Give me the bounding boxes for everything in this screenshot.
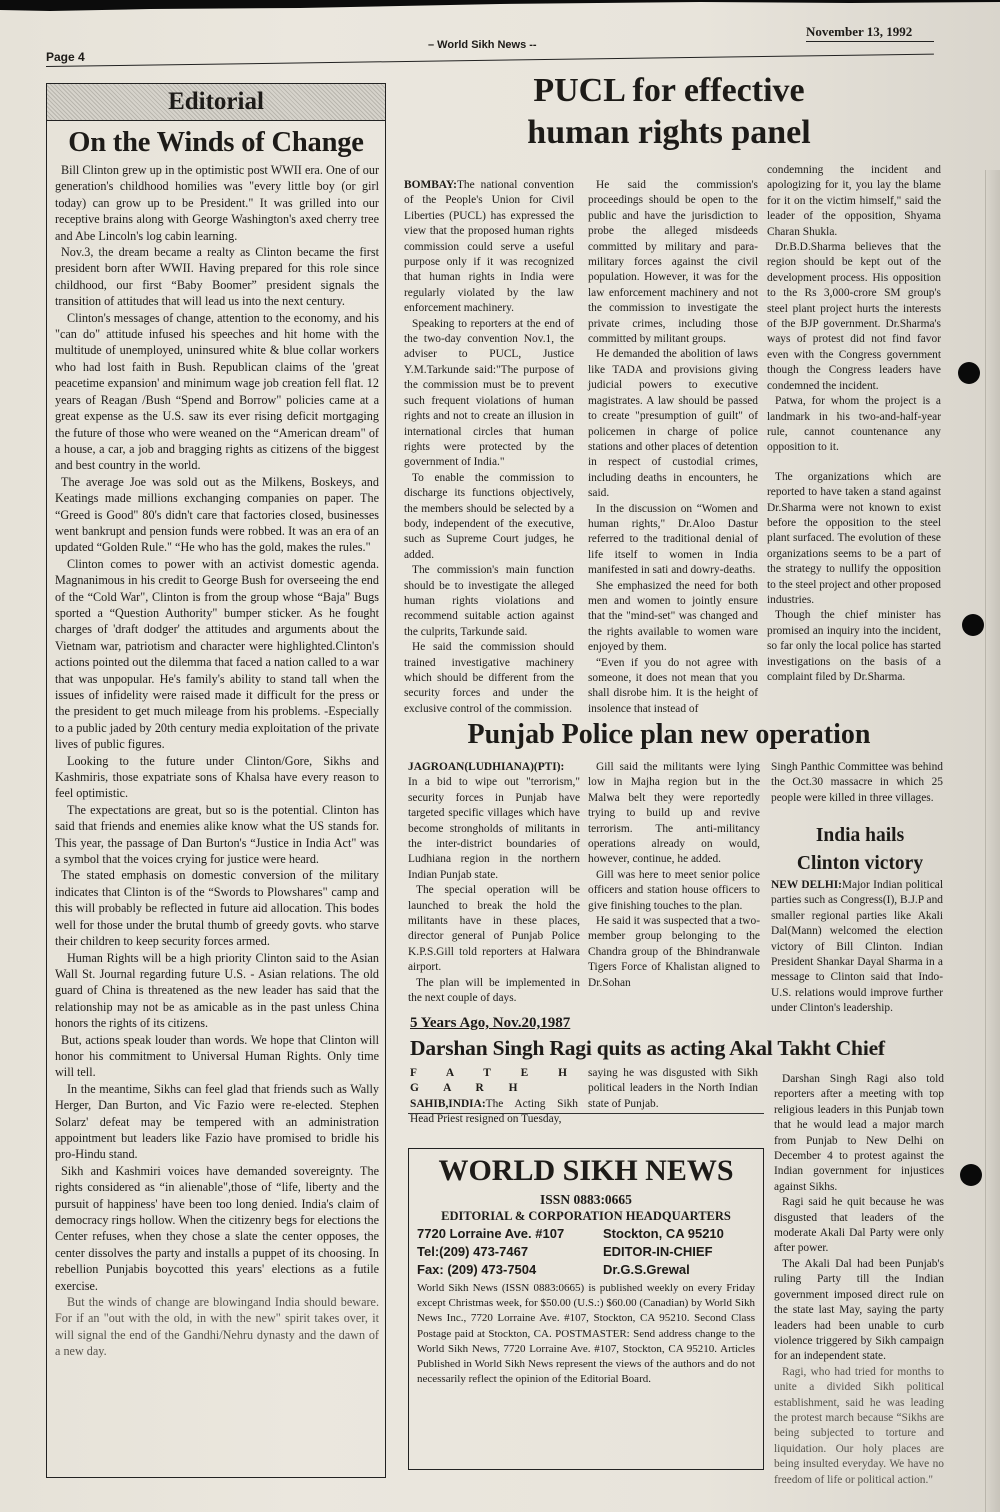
header-rule [46, 54, 934, 67]
paragraph: In a bid to wipe out "terrorism," security forces in Punjab have targeted specific villages which have become strongholds of militants in the inter-district boundaries of Ludhiana region in the northern Indian Punjab state. [408, 776, 580, 881]
paragraph: The organizations which are reported to have taken a stand against Dr.Sharma were not known to exist before the opposition to the steel plant surfaced. The evolution of these organizations seems to be a part of the strategy to nullify the opposition to the steel project and other proposed industries. [767, 470, 941, 606]
editorial-banner: Editorial [47, 84, 385, 121]
paragraph: He said it was suspected that a two-member group belonging to the Chandra group of the Bhindranwale Tigers Force of Khalistan aligned to Dr.Sohan [588, 915, 760, 989]
paragraph: But, actions speak louder than words. We hope that Clinton will honor his commitment to Universal Human Rights. Only time will tell. [55, 1032, 379, 1080]
paragraph: The Akali Dal had been Punjab's ruling Party till the Indian government imposed direct rule on the state last May, saying the party leaders had been unable to curb violence triggered by Sikh campaign for an independent state. [774, 1257, 944, 1363]
paragraph: He said the commission should trained investigative machinery which should be different from the security forces and under the exclusive control of the commission. [404, 641, 574, 715]
editor-label: EDITOR-IN-CHIEF [603, 1244, 713, 1259]
paragraph: saying he was disgusted with Sikh political leaders in the North Indian state of Punjab. [588, 1067, 758, 1110]
scan-edge [0, 0, 1000, 20]
section-divider [408, 1113, 764, 1114]
paragraph: She emphasized the need for both men and women to jointly ensure that the "mind-set" was changed and the rights available to women ware enjoyed by them. [588, 579, 758, 654]
paragraph: In the meantime, Sikhs can feel glad that friends such as Wally Herger, Dan Burton, and Vic Fazio were re-elected. Stephen Solarz' defeat may be tempered with an administration appointment but leaders like Fazio have promised to bridle his pro-Hindu stand. [55, 1081, 379, 1162]
editor-name: Dr.G.S.Grewal [603, 1262, 690, 1277]
binder-hole [960, 1164, 982, 1186]
header-divider [806, 41, 934, 42]
paragraph: Gill said the militants were lying low in Majha region but in the Malwa belt they were reportedly trying to build up and revive terrorism. The anti-militancy operations already on would, however, continue, he added. [588, 761, 760, 866]
paragraph: Ragi said he quit because he was disgusted that leaders of the moderate Akali Dal Party were only after power. [774, 1196, 944, 1255]
issn: ISSN 0883:0665 [540, 1192, 632, 1207]
dateline: F A T E H G A R H [410, 1067, 578, 1095]
page-edge [985, 170, 1000, 1512]
india-hails-body [771, 878, 943, 1017]
punjab-column-2 [588, 760, 760, 991]
paragraph: The expectations are great, but so is the potential. Clinton has said that friends and enemies alike know what the US stands for. This year, the passage of Dan Burton's “Justice in India Act" was a symbol that the voices crying for justice were heard. [55, 802, 379, 867]
headline-line: PUCL for effective [533, 72, 805, 109]
pucl-column-2 [588, 178, 758, 717]
paragraph: The average Joe was sold out as the Milkens, Boskeys, and Keatings made millions exchanging companies on paper. The “Greed is Good" 80's didn't care that factories closed, businesses went bankrupt and pension funds were robbed. It was an era of an updated “Golden Rule." “He who has the gold, makes the rules." [55, 474, 379, 555]
paragraph [771, 878, 943, 1017]
telephone: Tel:(209) 473-7467 [417, 1244, 529, 1259]
issue-date: November 13, 1992 [806, 24, 913, 39]
ragi-column-1 [410, 1066, 578, 1128]
ragi-headline: Darshan Singh Ragi quits as acting Akal Takht Chief [410, 1036, 885, 1060]
masthead-box [408, 1148, 764, 1470]
paragraph: Ragi, who had tried for months to unite a divided Sikh political establishment, said he was leading the protest march because “Sikhs are being subjected to torture and liquidation. Our holy places are being insulted everyday. We have no freedom of life or political action." [774, 1365, 944, 1486]
headline-line: Clinton victory [796, 853, 924, 874]
paragraph: The stated emphasis on domestic conversion of the military indicates that Clinton is of the “Swords to Plowshares" camp and this will probably be reflected in future aid allocation. This bodes well for those under the brutal thumb of greedy govts. who starve their children to keep security forces armed. [55, 868, 379, 949]
paragraph: The commission's main function should be to investigate the alleged human rights violations and recommend suitable action against the culprits, Tarkunde said. [404, 564, 574, 638]
editorial-box [46, 83, 386, 1478]
paragraph: He demanded the abolition of laws like TADA and provisions giving judicial powers to executive magistrates. A law should be passed to create "presumption of guilt" of policemen in charge of police stations and other places of detention in respect of custodial crimes, including deaths in encounters, he said. [588, 348, 758, 500]
paragraph: “Even if you do not agree with someone, it does not mean that you shall disrobe him. It is the height of insolence that instead of [588, 656, 758, 715]
paragraph: Looking to the future under Clinton/Gore, Sikhs and Kashmiris, those expatriate sons of Khalsa have every reason to feel optimistic. [55, 753, 379, 801]
publication-notice: World Sikh News (ISSN 0883:0665) is published weekly on every Friday except Christmas week, for $50.00 (U.S.:) $60.00 (Canadian) by World Sikh News Inc., 7720 Lorraine Ave. #107, Stockton, CA 95210. Second Class Postage paid at Stockton, CA. POSTMASTER: Send address change to the World Sikh News, 7720 Lorraine Ave. #107, Stockton, CA 95210. Articles Published in World Sikh News represent the views of the authors and do not necessarily reflect the opinion of the Editorial Board. [417, 1282, 755, 1386]
paragraph: condemning the incident and apologizing for it, you lay the blame for it on the victim himself," said the leader of the opposition, Shyama Charan Shukla. [767, 164, 941, 238]
paragraph: The plan will be implemented in the next couple of days. [408, 976, 580, 1005]
paragraph: Darshan Singh Ragi also told reporters after a meeting with top religious leaders in this Punjab town that he would lead a major march from Punjab to New Delhi on December 4 to protest against the Indian government for injustices against Sikhs. [774, 1073, 944, 1193]
binder-hole [962, 614, 984, 636]
paragraph: Speaking to reporters at the end of the two-day convention Nov.1, the adviser to PUCL, Justice Y.M.Tarkunde said:"The purpose of the commission must be to prevent such frequent violations of human rights and not to create an illusion in international circles that human rights were protected by the government of India." [404, 317, 574, 469]
hq-label: EDITORIAL & CORPORATION HEADQUARTERS [441, 1209, 731, 1223]
masthead-title: WORLD SIKH NEWS [438, 1154, 734, 1187]
fax: Fax: (209) 473-7504 [417, 1262, 537, 1277]
masthead-row [417, 1261, 755, 1279]
paragraph [404, 178, 574, 317]
dateline: JAGROAN(LUDHIANA)(PTI): [408, 761, 565, 773]
binder-hole [958, 362, 980, 384]
masthead-row [417, 1225, 755, 1243]
punjab-column-3 [771, 760, 943, 806]
dateline: NEW DELHI: [771, 879, 842, 891]
paragraph: Patwa, for whom the project is a landmark in his two-and-half-year rule, cannot countenance any opposition to it. [767, 395, 941, 454]
address: 7720 Lorraine Ave. #107 [417, 1226, 565, 1241]
paragraph: Nov.3, the dream became a realty as Clinton became the first president born after WWII. Having prepared for this role since childhood, our first “Baby Boomer” president signals the transition of attitudes that will lead us into the next century. [55, 245, 379, 309]
paragraph-text: The national convention of the People's Union for Civil Liberties (PUCL) has expressed the view that the proposed human rights commission could serve a useful purpose only if it was recognized that human rights in India were regularly violated by the law enforcement machinery. [404, 179, 574, 315]
punjab-headline: Punjab Police plan new operation [467, 719, 871, 750]
paragraph: Human Rights will be a high priority Clinton said to the Asian Wall St. Journal regarding future U.S. - Asian relations. The old guard of China is threatened as the new leader has said that the relationship may not be as amicable as in the past unless China honors the rights of its citizens. [55, 950, 379, 1031]
paragraph: Gill was here to meet senior police officers and station house officers to give finishing touches to the plan. [588, 868, 760, 912]
pucl-headline [402, 70, 936, 154]
paragraph: The special operation will be launched to break the hold the militants have in these places, director general of Punjab Police K.P.S.Gill told reporters at Halwara airport. [408, 884, 580, 974]
paragraph: Sikh and Kashmiri voices have demanded sovereignty. The rights considered as “in alienable",those of “life, liberty and the pursuit of happiness' have been too long denied. India's claim of democracy rings hollow. When the citizenry begs for elections the Center refuses, when they chose a slate the center opposes, the center dissolves the party and installs a puppet of its choosing. In rebellion Punjabis boycotted this years' elections as a futile exercise. [55, 1163, 379, 1293]
editorial-title: On the Winds of Change [68, 127, 364, 158]
paragraph: Singh Panthic Committee was behind the Oct.30 massacre in which 25 people were killed in three villages. [771, 761, 943, 804]
ragi-column-2 [588, 1066, 758, 1112]
paragraph: But the winds of change are blowingand India should beware. For if an "out with the old, in with the new" spirit takes over, it will signal the end of the Gandhi/Nehru dynasty and the dawn of a new day. [55, 1295, 379, 1359]
dateline: SAHIB,INDIA: [410, 1097, 486, 1110]
paragraph: Bill Clinton grew up in the optimistic post WWII era. One of our generation's childhood homilies was "every little boy (or girl today) can grow up to be President." It was grilled into our receptive brains along with George Washington's axed cherry tree and Abe Lincoln's log cabin learning. [55, 163, 379, 243]
pucl-column-3 [767, 163, 941, 685]
headline-line: human rights panel [527, 114, 811, 151]
dateline: BOMBAY: [404, 179, 457, 191]
ragi-column-3 [774, 1072, 944, 1488]
punjab-column-1 [408, 760, 580, 1007]
headline-line: India hails [815, 825, 905, 846]
editorial-body [47, 162, 385, 1360]
india-hails-headline [766, 822, 954, 878]
five-years-ago-kicker: 5 Years Ago, Nov.20,1987 [410, 1015, 571, 1031]
paragraph: Clinton comes to power with an activist domestic agenda. Magnanimous in his credit to George Bush for overseeing the end of the “Cold War", Clinton is from the group whose “Baja" Bugs sported a “Question Authority" bumper sticker. As he fought charges of 'draft dodger' the attitudes and arguments about the Vietnam war, patriotism and character were highlighted.Clinton's actions pointed out the dilemma that faced a nation called to a war that was unpopular. He's family's ability to stand tall when the issues of infidelity were raised made it difficult for the press or the president to get much mileage from his problems. -Especially to a public jaded by 20th century media exploitation of the private lives of public figures. [55, 556, 379, 752]
masthead-row [417, 1243, 755, 1261]
paragraph: He said the commission's proceedings should be open to the public and have the jurisdiction to probe the alleged misdeeds committed by military and para-military forces against the civil population. However, it was for the law enforcement machinery and not the commission to investigate the private crimes, including those committed by militant groups. [588, 179, 758, 346]
paragraph: To enable the commission to discharge its functions objectively, the members should be selected by a body, independent of the executive, such as Supreme Court judges, he added. [404, 471, 574, 561]
paragraph: Dr.B.D.Sharma believes that the region should be kept out of the development process. His opposition to the Rs 3,000-crore SM group's steel plant project hurts the interests of the BJP government. Dr.Sharma's ways of protest did not find favor even with the Congress government though the Congress leaders have condemned the incident. [767, 241, 941, 392]
paragraph: In the discussion on “Women and human rights," Dr.Aloo Dastur referred to the traditional denial of life itself to women in India manifested in sati and dowry-deaths. [588, 502, 758, 577]
paragraph: Though the chief minister has promised an inquiry into the incident, so far only the local police has started investigations on the basis of a complaint filed by Dr.Sharma. [767, 609, 941, 683]
city: Stockton, CA 95210 [603, 1226, 724, 1241]
paragraph: Clinton's messages of change, attention to the economy, and his "can do" attitude infused his speeches and hit home with the multitude of unemployed, uninsured white & blue collar workers who had lost faith in Bush. Republican claims of the 'great peacetime expansion' and minimum wage job creation fell flat. 12 years of Reagan /Bush “Spend and Borrow" policies came at a great expense as the U.S. saw its ever rising deficit mortgaging the future of those who were weaned on the “American dream" of a house, a car, a job and bragging rights as citizens of the biggest and best country in the world. [55, 310, 379, 473]
pucl-column-1 [404, 178, 574, 717]
page-number: Page 4 [46, 50, 85, 64]
paragraph-text: Major Indian political parties such as Congress(I), B.J.P and smaller regional parties like Akali Dal(Mann) welcomed the election victory of Bill Clinton. Indian President Shankar Dayal Sharma in a message to Clinton said that Indo-U.S. relations would improve further under Clinton's leadership. [771, 879, 943, 1015]
publication-name: – World Sikh News -- [428, 39, 537, 51]
paragraph-text: The Acting Sikh Head Priest resigned on Tuesday, [410, 1097, 578, 1126]
